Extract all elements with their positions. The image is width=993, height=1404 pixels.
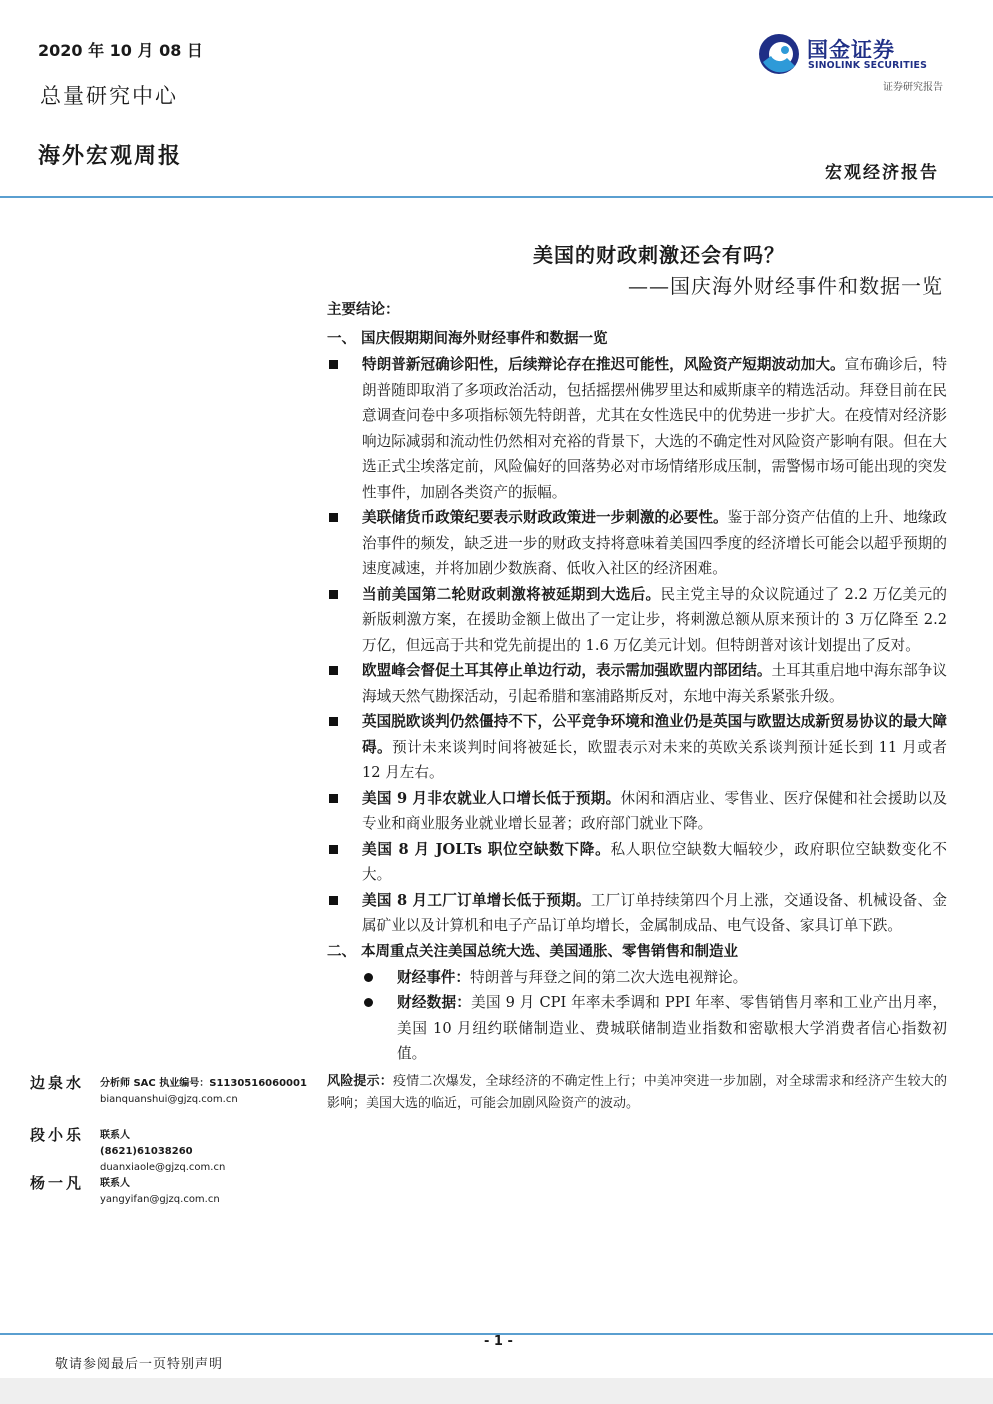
analyst-info xyxy=(100,1128,225,1176)
report-type: 宏观经济报告 xyxy=(825,163,939,183)
risk-label: 风险提示： xyxy=(327,1073,393,1089)
analyst-entry xyxy=(30,1072,320,1124)
analyst-email: bianquanshui@gjzq.com.cn xyxy=(100,1094,238,1105)
focus-item-label: 财经数据： xyxy=(397,994,472,1011)
conclusion-list xyxy=(327,352,947,939)
conclusion-item xyxy=(327,658,947,709)
focus-item xyxy=(327,990,947,1067)
conclusions-label: 主要结论： xyxy=(327,301,400,318)
conclusion-item-headline: 美联储货币政策纪要表示财政政策进一步刺激的必要性。 xyxy=(362,509,728,526)
conclusion-item-headline: 美国 8 月工厂订单增长低于预期。 xyxy=(362,891,591,909)
analyst-entry xyxy=(30,1172,320,1212)
page-number: - 1 - xyxy=(484,1334,513,1349)
disclaimer-note: 敬请参阅最后一页特别声明 xyxy=(55,1357,224,1372)
report-date: 2020 年 10 月 08 日 xyxy=(38,41,203,60)
conclusion-item xyxy=(327,837,947,888)
logo-mark-icon xyxy=(757,32,801,76)
section-heading-1: 一、 国庆假期期间海外财经事件和数据一览 xyxy=(327,330,608,347)
conclusion-item xyxy=(327,786,947,837)
logo-english-name: SINOLINK SECURITIES xyxy=(808,60,928,71)
analyst-email: yangyifan@gjzq.com.cn xyxy=(100,1194,220,1205)
analyst-entry xyxy=(30,1124,320,1172)
analyst-name: 边泉水 xyxy=(30,1074,85,1092)
risk-text: 疫情二次爆发，全球经济的不确定性上行；中美冲突进一步加剧，对全球需求和经济产生较大的影响；美国大选的临近，可能会加剧风险资产的波动。 xyxy=(327,1073,947,1111)
footer-band xyxy=(0,1378,993,1404)
department-name: 总量研究中心 xyxy=(40,84,178,108)
conclusion-item-text: 工厂订单持续第四个月上涨，交通设备、机械设备、金属矿业以及计算机和电子产品订单均增长，金属制成品、电气设备、家具订单下跌。 xyxy=(362,891,947,934)
conclusion-item-headline: 美国 9 月非农就业人口增长低于预期。 xyxy=(362,789,621,807)
logo-subtitle: 证券研究报告 xyxy=(883,82,943,93)
analyst-role: 联系人 xyxy=(100,1178,130,1189)
analyst-contacts xyxy=(30,1072,320,1212)
analyst-phone: (8621)61038260 xyxy=(100,1146,193,1157)
risk-warning xyxy=(327,1071,947,1115)
analyst-name: 段小乐 xyxy=(30,1126,85,1144)
main-content xyxy=(327,300,947,1115)
conclusion-item xyxy=(327,709,947,786)
section-heading-2: 二、 本周重点关注美国总统大选、美国通胀、零售销售和制造业 xyxy=(327,942,739,960)
analyst-credential: 分析师 SAC 执业编号：S1130516060001 xyxy=(100,1078,307,1089)
conclusion-item-text: 民主党主导的众议院通过了 2.2 万亿美元的新版刺激方案，在援助金额上做出了一定让步，将刺激总额从原来预计的 3 万亿降至 2.2 万亿，但远高于共和党先前提出的 1.6 万亿美元计划。但特朗普对该计划提出了反对。 xyxy=(362,585,947,654)
conclusion-item xyxy=(327,352,947,505)
focus-list xyxy=(327,965,947,1067)
analyst-email: duanxiaole@gjzq.com.cn xyxy=(100,1162,226,1173)
conclusion-item-headline: 美国 8 月 JOLTs 职位空缺数下降。 xyxy=(362,840,611,858)
report-subtitle: ——国庆海外财经事件和数据一览 xyxy=(628,274,943,298)
conclusion-item-text: 鉴于部分资产估值的上升、地缘政治事件的频发，缺乏进一步的财政支持将意味着美国四季度的经济增长可能会以超乎预期的速度减速，并将加剧少数族裔、低收入社区的经济困难。 xyxy=(362,509,947,577)
focus-item-text: 美国 9 月 CPI 年率未季调和 PPI 年率、零售销售月率和工业产出月率，美国 10 月纽约联储制造业、费城联储制造业指数和密歇根大学消费者信心指数初值。 xyxy=(397,994,947,1062)
conclusion-item-text: 宣布确诊后，特朗普随即取消了多项政治活动，包括摇摆州佛罗里达和威斯康辛的精选活动。拜登目前在民意调查问卷中多项指标领先特朗普，尤其在女性选民中的优势进一步扩大。在疫情对经济影响边际减弱和流动性仍然相对充裕的背景下，大选的不确定性对风险资产影响有限。但在大选正式尘埃落定前，风险偏好的回落势必对市场情绪形成压制，需警惕市场可能出现的突发性事件，加剧各类资产的振幅。 xyxy=(362,356,947,501)
focus-item-label: 财经事件： xyxy=(397,968,470,986)
conclusion-item-text: 土耳其重启地中海东部争议海域天然气勘探活动，引起希腊和塞浦路斯反对，东地中海关系紧张升级。 xyxy=(362,662,947,705)
conclusion-item xyxy=(327,582,947,659)
company-logo xyxy=(757,32,947,76)
conclusion-item-headline: 欧盟峰会督促土耳其停止单边行动，表示需加强欧盟内部团结。 xyxy=(362,662,772,679)
report-series: 海外宏观周报 xyxy=(38,143,183,169)
conclusion-item-headline: 当前美国第二轮财政刺激将被延期到大选后。 xyxy=(362,585,661,603)
conclusion-item-text: 休闲和酒店业、零售业、医疗保健和社会援助以及专业和商业服务业就业增长显著；政府部门就业下降。 xyxy=(362,789,947,832)
conclusion-item-headline: 英国脱欧谈判仍然僵持不下，公平竞争环境和渔业仍是英国与欧盟达成新贸易协议的最大障碍。 xyxy=(362,713,947,756)
analyst-role: 联系人 xyxy=(100,1130,130,1141)
focus-item-text: 特朗普与拜登之间的第二次大选电视辩论。 xyxy=(469,968,748,986)
conclusion-item-headline: 特朗普新冠确诊阳性，后续辩论存在推迟可能性，风险资产短期波动加大。 xyxy=(362,356,845,373)
analyst-info xyxy=(100,1076,307,1108)
conclusion-item xyxy=(327,505,947,582)
analyst-name: 杨一凡 xyxy=(30,1174,85,1192)
logo-chinese-name: 国金证券 xyxy=(807,38,895,62)
focus-item xyxy=(327,965,947,991)
conclusion-item-text: 预计未来谈判时间将被延长，欧盟表示对未来的英欧关系谈判预计延长到 11 月或者 12 月左右。 xyxy=(362,738,947,781)
analyst-info xyxy=(100,1176,220,1208)
conclusion-item xyxy=(327,888,947,939)
header-divider xyxy=(0,196,993,198)
report-title: 美国的财政刺激还会有吗？ xyxy=(533,243,785,267)
conclusion-item-text: 私人职位空缺数大幅较少，政府职位空缺数变化不大。 xyxy=(362,840,947,883)
